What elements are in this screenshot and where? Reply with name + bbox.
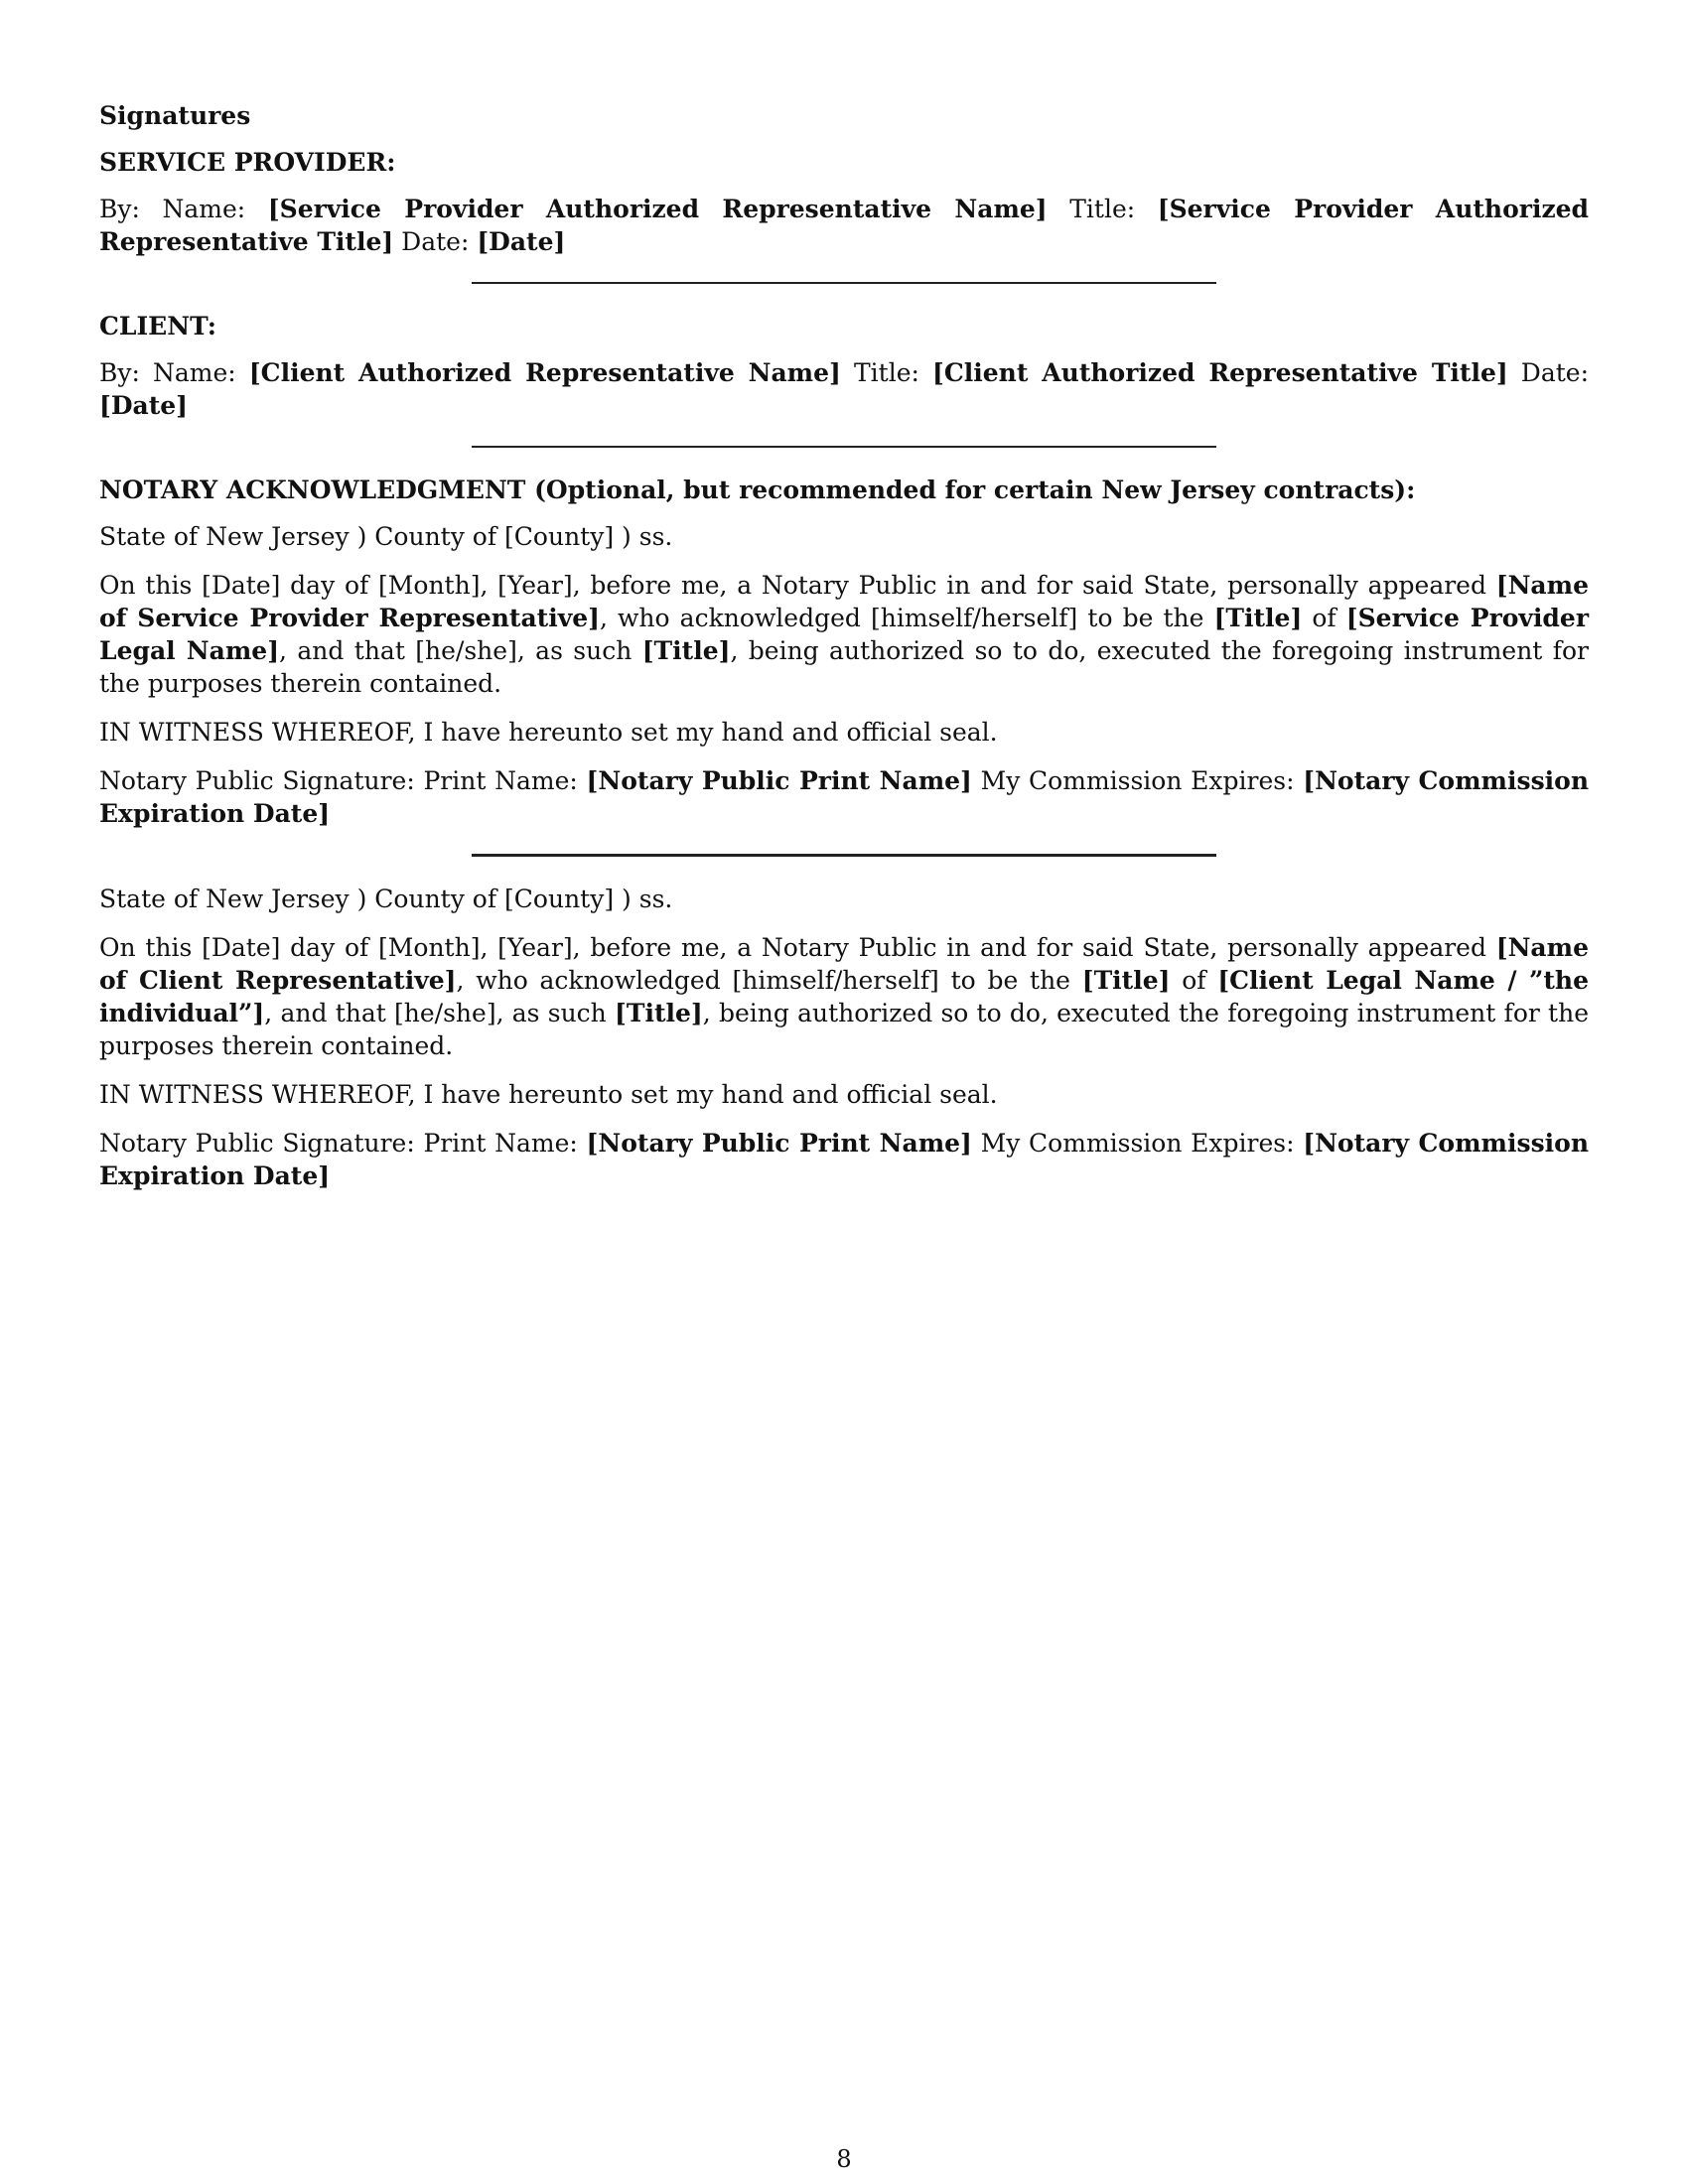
document-page [99,99,1589,1208]
title-field: [Title] [1213,604,1303,632]
provider-rep-field: [Name of Service Provider Representative] [99,571,1589,632]
commission-expires-label: My Commission Expires: [971,1129,1304,1158]
title-field: [Title] [615,999,703,1027]
title-label: Title: [1047,195,1158,223]
text-segment: , who acknowledged [himself/herself] to be the [599,604,1214,632]
notary1-signature-line [99,764,1589,830]
client-signature-rule [472,446,1216,448]
provider-title-field: [Service Provider Authorized Representative Title] [99,195,1590,256]
client-name-field: [Client Authorized Representative Name] [248,358,841,387]
text-segment: On this [Date] day of [Month], [Year], before me, a Notary Public in and for said State, personally appeared [99,571,1496,600]
notary2-acknowledgment [99,931,1589,1062]
text-segment: , being authorized so to do, executed the foregoing instrument for the purposes therein contained. [99,636,1589,698]
notary1-witness: IN WITNESS WHEREOF, I have hereunto set my hand and official seal. [99,718,998,747]
notary-print-name-field: [Notary Public Print Name] [586,1129,972,1158]
date-label: Date: [393,227,478,256]
notary1-acknowledgment [99,569,1589,700]
provider-name-field: [Service Provider Authorized Representative Name] [267,195,1048,223]
text-segment: , and that [he/she], as such [264,999,616,1027]
notary2-signature-line [99,1127,1589,1192]
by-name-label: By: Name: [99,358,249,387]
client-title-field: [Client Authorized Representative Title] [932,358,1508,387]
notary2-venue: State of New Jersey ) County of [County] ) ss. [99,885,673,913]
provider-date-field: [Date] [477,227,566,256]
text-segment: , who acknowledged [himself/herself] to be the [456,966,1082,995]
client-legal-name-field: [Client Legal Name / ”the individual”] [99,966,1590,1027]
text-segment: of [1302,604,1346,632]
notary2-witness: IN WITNESS WHEREOF, I have hereunto set my hand and official seal. [99,1080,998,1109]
text-segment: , being authorized so to do, executed the foregoing instrument for the purposes therein contained. [99,999,1589,1060]
notary1-venue: State of New Jersey ) County of [County] ) ss. [99,522,673,551]
title-field: [Title] [1081,966,1171,995]
date-label: Date: [1507,358,1590,387]
notary-signature-label: Notary Public Signature: Print Name: [99,1129,587,1158]
notary-signature-label: Notary Public Signature: Print Name: [99,766,587,795]
notary-signature-rule [472,854,1216,857]
text-segment: , and that [he/she], as such [279,636,642,665]
provider-legal-name-field: [Service Provider Legal Name] [99,604,1589,665]
commission-expiration-field: [Notary Commission Expiration Date] [99,1129,1590,1190]
commission-expires-label: My Commission Expires: [971,766,1304,795]
by-name-label: By: Name: [99,195,268,223]
text-segment: of [1170,966,1218,995]
notary-print-name-field: [Notary Public Print Name] [586,766,972,795]
title-field: [Title] [641,636,731,665]
page-number: 8 [836,2145,852,2173]
client-date-field: [Date] [99,391,188,420]
text-segment: On this [Date] day of [Month], [Year], before me, a Notary Public in and for said State, personally appeared [99,933,1496,962]
provider-signature-rule [472,282,1216,284]
client-signature-line [99,356,1589,422]
client-heading: CLIENT: [99,312,217,341]
notary-heading: NOTARY ACKNOWLEDGMENT (Optional, but recommended for certain New Jersey contracts): [99,476,1416,504]
service-provider-heading: SERVICE PROVIDER: [99,148,396,177]
service-provider-signature-line [99,193,1589,258]
section-title: Signatures [99,101,251,130]
commission-expiration-field: [Notary Commission Expiration Date] [99,766,1590,828]
title-label: Title: [840,358,933,387]
client-rep-field: [Name of Client Representative] [99,933,1589,995]
